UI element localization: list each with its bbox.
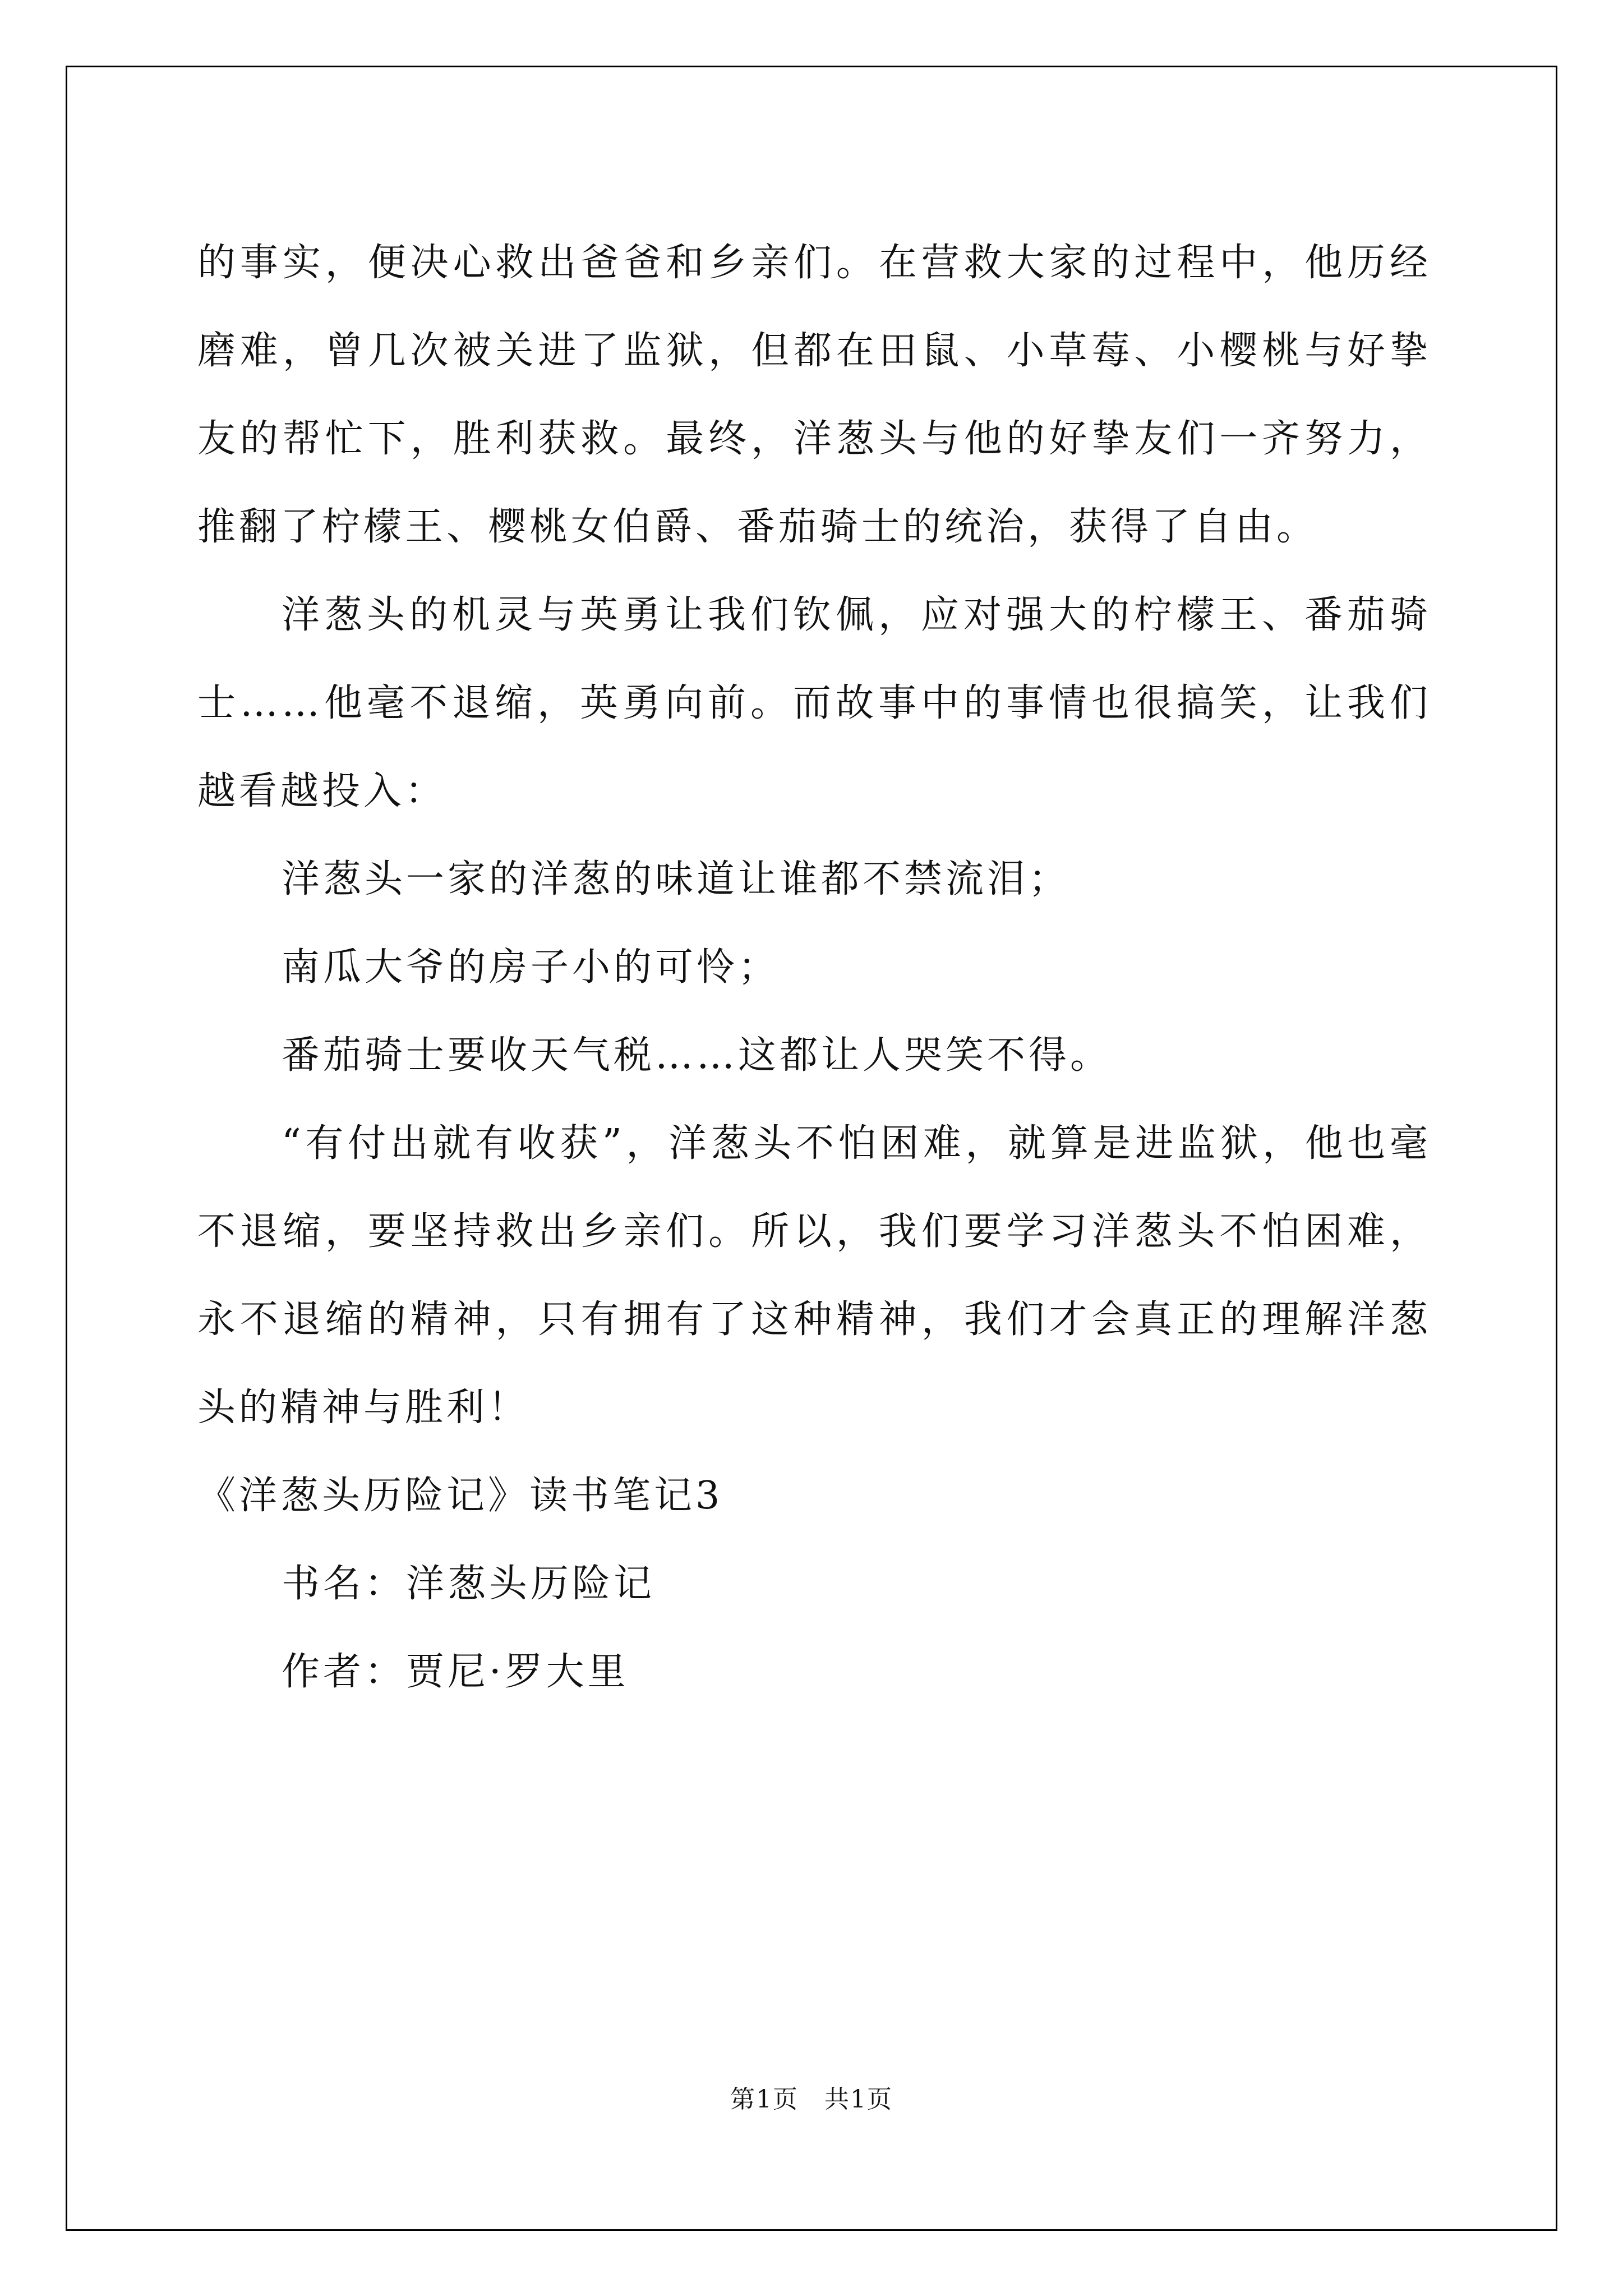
paragraph-3: 洋葱头一家的洋葱的味道让谁都不禁流泪； bbox=[282, 857, 1071, 901]
document-body bbox=[197, 219, 1431, 1716]
section-heading: 《洋葱头历险记》读书笔记3 bbox=[197, 1474, 723, 1518]
paragraph-1: 的事实，便决心救出爸爸和乡亲们。在营救大家的过程中，他历经磨难，曾几次被关进了监狱，但都在田鼠、小草莓、小樱桃与好挚友的帮忙下，胜利获救。最终，洋葱头与他的好挚友们一齐努力，推翻了柠檬王、樱桃女伯爵、番茄骑士的统治，获得了自由。 bbox=[197, 241, 1431, 549]
paragraph-2: 洋葱头的机灵与英勇让我们钦佩，应对强大的柠檬王、番茄骑士……他毫不退缩，英勇向前。而故事中的事情也很搞笑，让我们越看越投入： bbox=[197, 593, 1431, 813]
paragraph-4: 南瓜大爷的房子小的可怜； bbox=[282, 945, 780, 990]
book-title-line: 书名：洋葱头历险记 bbox=[282, 1562, 656, 1606]
paragraph-6: “有付出就有收获”，洋葱头不怕困难，就算是进监狱，他也毫不退缩，要坚持救出乡亲们。所以，我们要学习洋葱头不怕困难，永不退缩的精神，只有拥有了这种精神，我们才会真正的理解洋葱头的精神与胜利！ bbox=[197, 1121, 1431, 1430]
author-line: 作者：贾尼·罗大里 bbox=[282, 1650, 629, 1694]
page-footer: 第1页 共1页 bbox=[730, 2085, 893, 2114]
paragraph-5: 番茄骑士要收天气税……这都让人哭笑不得。 bbox=[282, 1033, 1112, 1078]
